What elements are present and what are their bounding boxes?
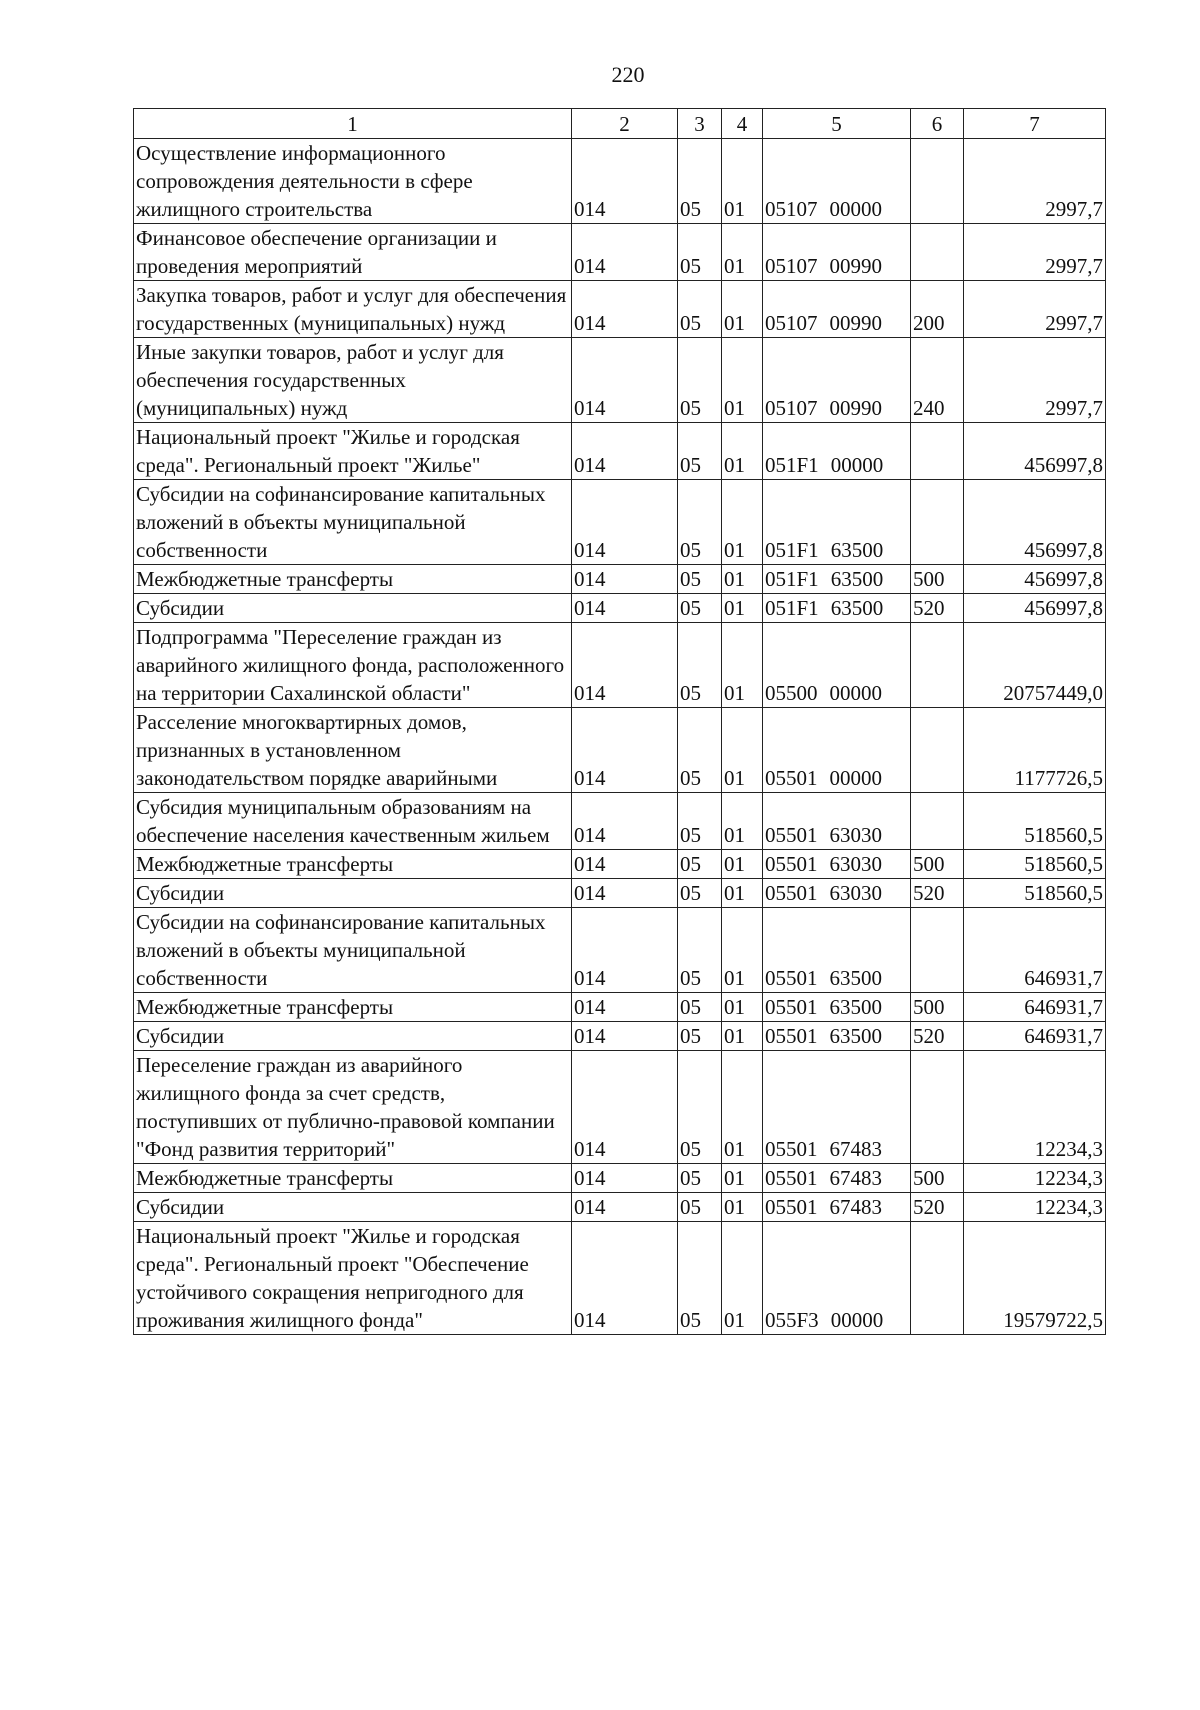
budget-table xyxy=(133,108,1106,1335)
table-row xyxy=(134,793,1106,850)
subsection-code: 01 xyxy=(722,139,763,224)
ministry-code: 014 xyxy=(572,1051,678,1164)
amount: 646931,7 xyxy=(964,908,1106,993)
amount: 1177726,5 xyxy=(964,708,1106,793)
section-code: 05 xyxy=(678,480,722,565)
direction-code: 63500 xyxy=(829,966,882,990)
table-row xyxy=(134,594,1106,623)
direction-code: 67483 xyxy=(829,1195,882,1219)
amount: 12234,3 xyxy=(964,1051,1106,1164)
target-article-code xyxy=(763,423,911,480)
direction-code: 00000 xyxy=(829,197,882,221)
program-code: 05501 xyxy=(765,1024,818,1048)
section-code: 05 xyxy=(678,623,722,708)
target-article-code xyxy=(763,793,911,850)
header-col-2: 2 xyxy=(572,109,678,139)
direction-code: 00000 xyxy=(830,1308,884,1332)
row-name: Иные закупки товаров, работ и услуг для обеспечения государственных (муниципальных) нужд xyxy=(134,338,572,423)
table-row xyxy=(134,281,1106,338)
direction-code: 00000 xyxy=(829,681,882,705)
target-article-code xyxy=(763,708,911,793)
expense-type-code xyxy=(911,139,964,224)
target-article-code xyxy=(763,139,911,224)
row-name: Субсидии xyxy=(134,1193,572,1222)
header-col-1: 1 xyxy=(134,109,572,139)
subsection-code: 01 xyxy=(722,480,763,565)
section-code: 05 xyxy=(678,224,722,281)
amount: 456997,8 xyxy=(964,480,1106,565)
table-row xyxy=(134,1222,1106,1335)
row-name: Переселение граждан из аварийного жилищного фонда за счет средств, поступивших от публично-правовой компании "Фонд развития территорий" xyxy=(134,1051,572,1164)
program-code: 05107 xyxy=(765,396,818,420)
section-code: 05 xyxy=(678,1022,722,1051)
subsection-code: 01 xyxy=(722,708,763,793)
table-row xyxy=(134,908,1106,993)
program-code: 05501 xyxy=(765,1137,818,1161)
section-code: 05 xyxy=(678,879,722,908)
target-article-code xyxy=(763,480,911,565)
subsection-code: 01 xyxy=(722,423,763,480)
amount: 2997,7 xyxy=(964,281,1106,338)
table-header-row xyxy=(134,109,1106,139)
subsection-code: 01 xyxy=(722,594,763,623)
table-row xyxy=(134,224,1106,281)
program-code: 05501 xyxy=(765,1195,818,1219)
ministry-code: 014 xyxy=(572,708,678,793)
section-code: 05 xyxy=(678,993,722,1022)
ministry-code: 014 xyxy=(572,139,678,224)
table-body xyxy=(134,139,1106,1335)
table-row xyxy=(134,1193,1106,1222)
row-name: Межбюджетные трансферты xyxy=(134,565,572,594)
amount: 646931,7 xyxy=(964,993,1106,1022)
target-article-code xyxy=(763,224,911,281)
expense-type-code xyxy=(911,423,964,480)
direction-code: 67483 xyxy=(829,1137,882,1161)
table-row xyxy=(134,993,1106,1022)
ministry-code: 014 xyxy=(572,423,678,480)
amount: 20757449,0 xyxy=(964,623,1106,708)
row-name: Субсидии на софинансирование капитальных вложений в объекты муниципальной собственности xyxy=(134,908,572,993)
page-number: 220 xyxy=(611,62,645,87)
subsection-code: 01 xyxy=(722,565,763,594)
expense-type-code: 500 xyxy=(911,565,964,594)
direction-code: 00000 xyxy=(830,453,884,477)
section-code: 05 xyxy=(678,1164,722,1193)
amount: 518560,5 xyxy=(964,793,1106,850)
target-article-code xyxy=(763,623,911,708)
program-code: 051F1 xyxy=(765,538,819,562)
subsection-code: 01 xyxy=(722,1193,763,1222)
direction-code: 63500 xyxy=(829,1024,882,1048)
target-article-code xyxy=(763,1222,911,1335)
amount: 456997,8 xyxy=(964,565,1106,594)
table-row xyxy=(134,1051,1106,1164)
direction-code: 00000 xyxy=(829,766,882,790)
amount: 456997,8 xyxy=(964,423,1106,480)
ministry-code: 014 xyxy=(572,281,678,338)
row-name: Национальный проект "Жилье и городская среда". Региональный проект "Обеспечение устойчивого сокращения непригодного для проживания жилищного фонда" xyxy=(134,1222,572,1335)
target-article-code xyxy=(763,594,911,623)
row-name: Межбюджетные трансферты xyxy=(134,850,572,879)
target-article-code xyxy=(763,879,911,908)
target-article-code xyxy=(763,908,911,993)
program-code: 05501 xyxy=(765,766,818,790)
section-code: 05 xyxy=(678,281,722,338)
row-name: Межбюджетные трансферты xyxy=(134,993,572,1022)
ministry-code: 014 xyxy=(572,850,678,879)
ministry-code: 014 xyxy=(572,1164,678,1193)
section-code: 05 xyxy=(678,338,722,423)
table-row xyxy=(134,338,1106,423)
expense-type-code xyxy=(911,708,964,793)
ministry-code: 014 xyxy=(572,993,678,1022)
subsection-code: 01 xyxy=(722,993,763,1022)
table-row xyxy=(134,1164,1106,1193)
expense-type-code: 520 xyxy=(911,879,964,908)
expense-type-code xyxy=(911,480,964,565)
row-name: Осуществление информационного сопровождения деятельности в сфере жилищного строительства xyxy=(134,139,572,224)
section-code: 05 xyxy=(678,423,722,480)
subsection-code: 01 xyxy=(722,623,763,708)
program-code: 05107 xyxy=(765,311,818,335)
table-row xyxy=(134,423,1106,480)
expense-type-code xyxy=(911,793,964,850)
row-name: Субсидии на софинансирование капитальных вложений в объекты муниципальной собственности xyxy=(134,480,572,565)
header-col-7: 7 xyxy=(964,109,1106,139)
target-article-code xyxy=(763,1164,911,1193)
expense-type-code: 500 xyxy=(911,993,964,1022)
ministry-code: 014 xyxy=(572,1222,678,1335)
table-row xyxy=(134,708,1106,793)
program-code: 051F1 xyxy=(765,596,819,620)
expense-type-code: 520 xyxy=(911,1022,964,1051)
expense-type-code: 520 xyxy=(911,594,964,623)
header-col-5: 5 xyxy=(763,109,911,139)
subsection-code: 01 xyxy=(722,793,763,850)
program-code: 05501 xyxy=(765,852,818,876)
direction-code: 67483 xyxy=(829,1166,882,1190)
ministry-code: 014 xyxy=(572,1193,678,1222)
amount: 518560,5 xyxy=(964,850,1106,879)
program-code: 05501 xyxy=(765,995,818,1019)
amount: 518560,5 xyxy=(964,879,1106,908)
table-row xyxy=(134,480,1106,565)
target-article-code xyxy=(763,993,911,1022)
subsection-code: 01 xyxy=(722,1164,763,1193)
direction-code: 63500 xyxy=(829,995,882,1019)
table-row xyxy=(134,879,1106,908)
subsection-code: 01 xyxy=(722,224,763,281)
row-name: Закупка товаров, работ и услуг для обеспечения государственных (муниципальных) нужд xyxy=(134,281,572,338)
subsection-code: 01 xyxy=(722,850,763,879)
subsection-code: 01 xyxy=(722,879,763,908)
subsection-code: 01 xyxy=(722,281,763,338)
ministry-code: 014 xyxy=(572,879,678,908)
program-code: 05107 xyxy=(765,197,818,221)
section-code: 05 xyxy=(678,1051,722,1164)
expense-type-code xyxy=(911,908,964,993)
expense-type-code xyxy=(911,1222,964,1335)
expense-type-code xyxy=(911,1051,964,1164)
direction-code: 63030 xyxy=(829,852,882,876)
ministry-code: 014 xyxy=(572,623,678,708)
ministry-code: 014 xyxy=(572,338,678,423)
subsection-code: 01 xyxy=(722,1022,763,1051)
program-code: 05500 xyxy=(765,681,818,705)
target-article-code xyxy=(763,338,911,423)
direction-code: 63500 xyxy=(830,596,884,620)
program-code: 05501 xyxy=(765,823,818,847)
direction-code: 00990 xyxy=(829,396,882,420)
target-article-code xyxy=(763,850,911,879)
program-code: 05501 xyxy=(765,881,818,905)
subsection-code: 01 xyxy=(722,1051,763,1164)
expense-type-code: 500 xyxy=(911,1164,964,1193)
amount: 12234,3 xyxy=(964,1164,1106,1193)
table-row xyxy=(134,139,1106,224)
section-code: 05 xyxy=(678,139,722,224)
row-name: Финансовое обеспечение организации и проведения мероприятий xyxy=(134,224,572,281)
direction-code: 63030 xyxy=(829,881,882,905)
table-row xyxy=(134,623,1106,708)
section-code: 05 xyxy=(678,565,722,594)
row-name: Субсидии xyxy=(134,1022,572,1051)
ministry-code: 014 xyxy=(572,480,678,565)
amount: 456997,8 xyxy=(964,594,1106,623)
header-col-4: 4 xyxy=(722,109,763,139)
row-name: Национальный проект "Жилье и городская среда". Региональный проект "Жилье" xyxy=(134,423,572,480)
amount: 2997,7 xyxy=(964,338,1106,423)
table-row xyxy=(134,565,1106,594)
amount: 12234,3 xyxy=(964,1193,1106,1222)
expense-type-code xyxy=(911,623,964,708)
ministry-code: 014 xyxy=(572,908,678,993)
target-article-code xyxy=(763,1051,911,1164)
expense-type-code: 200 xyxy=(911,281,964,338)
expense-type-code: 240 xyxy=(911,338,964,423)
section-code: 05 xyxy=(678,850,722,879)
amount: 2997,7 xyxy=(964,224,1106,281)
section-code: 05 xyxy=(678,1193,722,1222)
section-code: 05 xyxy=(678,708,722,793)
section-code: 05 xyxy=(678,594,722,623)
row-name: Расселение многоквартирных домов, признанных в установленном законодательством порядке аварийными xyxy=(134,708,572,793)
program-code: 05501 xyxy=(765,966,818,990)
amount: 646931,7 xyxy=(964,1022,1106,1051)
target-article-code xyxy=(763,281,911,338)
row-name: Субсидия муниципальным образованиям на обеспечение населения качественным жильем xyxy=(134,793,572,850)
subsection-code: 01 xyxy=(722,1222,763,1335)
program-code: 051F1 xyxy=(765,453,819,477)
direction-code: 00990 xyxy=(829,254,882,278)
expense-type-code xyxy=(911,224,964,281)
ministry-code: 014 xyxy=(572,594,678,623)
direction-code: 63030 xyxy=(829,823,882,847)
program-code: 051F1 xyxy=(765,567,819,591)
ministry-code: 014 xyxy=(572,793,678,850)
program-code: 05107 xyxy=(765,254,818,278)
amount: 2997,7 xyxy=(964,139,1106,224)
row-name: Субсидии xyxy=(134,879,572,908)
direction-code: 63500 xyxy=(830,538,884,562)
target-article-code xyxy=(763,1193,911,1222)
row-name: Субсидии xyxy=(134,594,572,623)
section-code: 05 xyxy=(678,793,722,850)
header-col-6: 6 xyxy=(911,109,964,139)
ministry-code: 014 xyxy=(572,224,678,281)
ministry-code: 014 xyxy=(572,565,678,594)
target-article-code xyxy=(763,565,911,594)
target-article-code xyxy=(763,1022,911,1051)
section-code: 05 xyxy=(678,908,722,993)
direction-code: 00990 xyxy=(829,311,882,335)
direction-code: 63500 xyxy=(830,567,884,591)
row-name: Межбюджетные трансферты xyxy=(134,1164,572,1193)
expense-type-code: 520 xyxy=(911,1193,964,1222)
subsection-code: 01 xyxy=(722,908,763,993)
section-code: 05 xyxy=(678,1222,722,1335)
row-name: Подпрограмма "Переселение граждан из аварийного жилищного фонда, расположенного на территории Сахалинской области" xyxy=(134,623,572,708)
program-code: 05501 xyxy=(765,1166,818,1190)
table-row xyxy=(134,850,1106,879)
header-col-3: 3 xyxy=(678,109,722,139)
subsection-code: 01 xyxy=(722,338,763,423)
table-row xyxy=(134,1022,1106,1051)
ministry-code: 014 xyxy=(572,1022,678,1051)
expense-type-code: 500 xyxy=(911,850,964,879)
amount: 19579722,5 xyxy=(964,1222,1106,1335)
program-code: 055F3 xyxy=(765,1308,819,1332)
